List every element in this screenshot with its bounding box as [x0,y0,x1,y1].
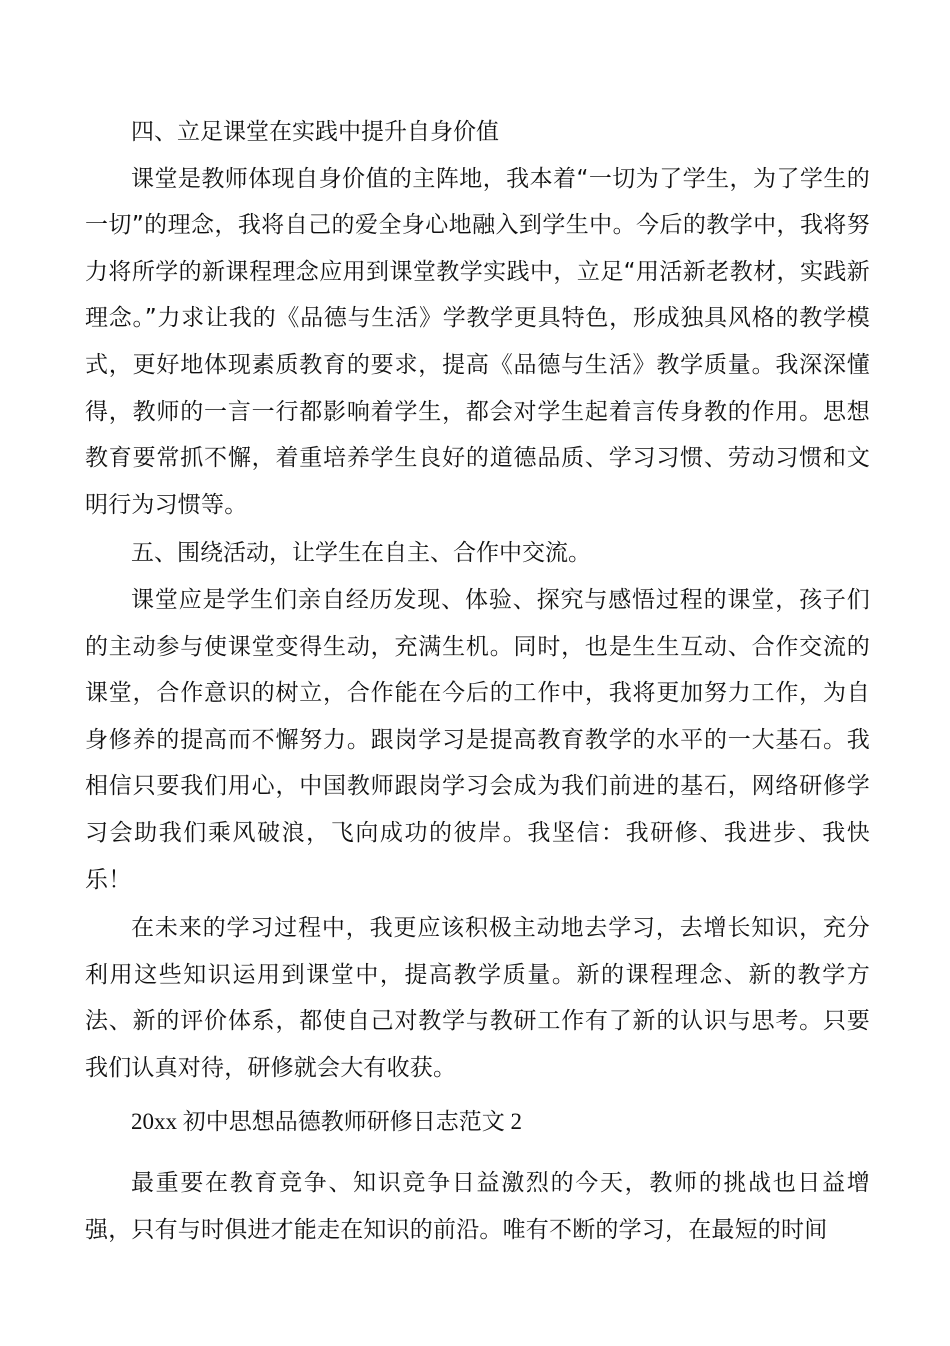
closing-paragraph: 在未来的学习过程中，我更应该积极主动地去学习，去增长知识，充分利用这些知识运用到课堂中，提高教学质量。新的课程理念、新的教学方法、新的评价体系，都使自己对教学与教研工作有了新的认识与思考。只要我们认真对待，研修就会大有收获。 [85,915,870,1081]
section-4-heading: 四、立足课堂在实践中提升自身价值 [131,119,499,145]
section-5-paragraph: 课堂应是学生们亲自经历发现、体验、探究与感悟过程的课堂，孩子们的主动参与使课堂变得生动，充满生机。同时，也是生生互动、合作交流的课堂，合作意识的树立，合作能在今后的工作中，我将更加努力工作，为自身修养的提高而不懈努力。跟岗学习是提高教育教学的水平的一大基石。我相信只要我们用心，中国教师跟岗学习会成为我们前进的基石，网络研修学习会助我们乘风破浪，飞向成功的彼岸。我坚信：我研修、我进步、我快乐！ [85,586,870,893]
article-2-title: 20xx 初中思想品德教师研修日志范文 2 [131,1109,522,1135]
section-5-heading: 五、围绕活动，让学生在自主、合作中交流。 [131,540,591,567]
document-body [85,109,870,1253]
section-4-paragraph: 课堂是教师体现自身价值的主阵地，我本着“一切为了学生，为了学生的一切”的理念，我将自己的爱全身心地融入到学生中。今后的教学中，我将努力将所学的新课程理念应用到课堂教学实践中，立足“用活新老教材，实践新理念。”力求让我的《品德与生活》学教学更具特色，形成独具风格的教学模式，更好地体现素质教育的要求，提高《品德与生活》教学质量。我深深懂得，教师的一言一行都影响着学生，都会对学生起着言传身教的作用。思想教育要常抓不懈，着重培养学生良好的道德品质、学习习惯、劳动习惯和文明行为习惯等。 [85,165,870,518]
article-2-paragraph: 最重要在教育竞争、知识竞争日益激烈的今天，教师的挑战也日益增强，只有与时俱进才能走在知识的前沿。唯有不断的学习，在最短的时间 [85,1170,870,1243]
